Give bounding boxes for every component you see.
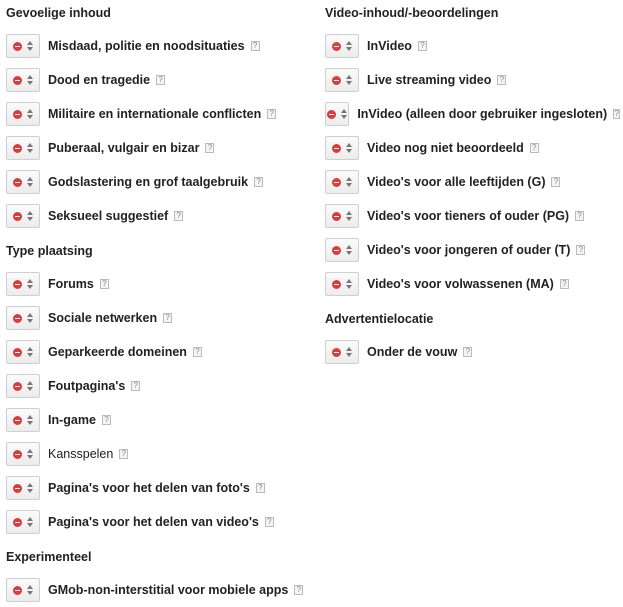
up-down-arrows-icon	[346, 143, 352, 153]
block-icon	[332, 212, 341, 221]
section-title-video-inhoud-beoordelingen: Video-inhoud/-beoordelingen	[325, 6, 499, 20]
help-icon[interactable]: ?	[163, 313, 172, 323]
section-title-type-plaatsing: Type plaatsing	[6, 244, 93, 258]
block-toggle-button[interactable]	[325, 102, 349, 126]
category-row-dood-en-tragedie	[6, 63, 316, 97]
block-toggle-button[interactable]	[6, 476, 40, 500]
up-down-arrows-icon	[27, 279, 33, 289]
block-toggle-button[interactable]	[325, 340, 359, 364]
category-row-godslastering-en-grof-taalgebruik	[6, 165, 316, 199]
block-icon	[332, 144, 341, 153]
help-icon[interactable]: ?	[205, 143, 214, 153]
block-icon	[13, 382, 22, 391]
category-row-foutpagina-s	[6, 369, 316, 403]
up-down-arrows-icon	[27, 109, 33, 119]
block-icon	[13, 42, 22, 51]
help-icon[interactable]: ?	[174, 211, 183, 221]
category-label: Geparkeerde domeinen	[48, 345, 187, 359]
help-icon[interactable]: ?	[265, 517, 274, 527]
section-title-advertentielocatie: Advertentielocatie	[325, 312, 434, 326]
block-icon	[13, 586, 22, 595]
category-row-live-streaming-video	[325, 63, 620, 97]
category-label: GMob-non-interstitial voor mobiele apps	[48, 583, 289, 597]
category-row-video-s-voor-volwassenen-ma	[325, 267, 620, 301]
block-toggle-button[interactable]	[6, 34, 40, 58]
help-icon[interactable]: ?	[551, 177, 560, 187]
block-icon	[13, 144, 22, 153]
category-row-video-nog-niet-beoordeeld	[325, 131, 620, 165]
block-toggle-button[interactable]	[6, 340, 40, 364]
category-row-video-s-voor-jongeren-of-ouder-t	[325, 233, 620, 267]
category-row-onder-de-vouw	[325, 335, 620, 369]
block-toggle-button[interactable]	[325, 68, 359, 92]
up-down-arrows-icon	[27, 177, 33, 187]
block-toggle-button[interactable]	[6, 68, 40, 92]
help-icon[interactable]: ?	[576, 245, 585, 255]
category-label: Godslastering en grof taalgebruik	[48, 175, 249, 189]
category-label: Dood en tragedie	[48, 73, 151, 87]
up-down-arrows-icon	[27, 449, 33, 459]
block-icon	[332, 246, 341, 255]
block-toggle-button[interactable]	[6, 510, 40, 534]
up-down-arrows-icon	[27, 75, 33, 85]
right-column	[325, 0, 620, 369]
block-icon	[327, 110, 336, 119]
up-down-arrows-icon	[346, 211, 352, 221]
block-icon	[13, 518, 22, 527]
block-icon	[332, 178, 341, 187]
up-down-arrows-icon	[27, 347, 33, 357]
help-icon[interactable]: ?	[560, 279, 569, 289]
block-toggle-button[interactable]	[325, 34, 359, 58]
block-toggle-button[interactable]	[6, 272, 40, 296]
up-down-arrows-icon	[346, 41, 352, 51]
block-icon	[332, 42, 341, 51]
section-title-gevoelige-inhoud: Gevoelige inhoud	[6, 6, 111, 20]
category-row-kansspelen	[6, 437, 316, 471]
help-icon[interactable]: ?	[131, 381, 140, 391]
category-row-forums	[6, 267, 316, 301]
up-down-arrows-icon	[346, 279, 352, 289]
category-label: Video's voor volwassenen (MA)	[367, 277, 554, 291]
help-icon[interactable]: ?	[254, 177, 263, 187]
block-toggle-button[interactable]	[6, 442, 40, 466]
up-down-arrows-icon	[341, 109, 347, 119]
category-row-gmob-non-interstitial-voor-mobiele-apps	[6, 573, 316, 607]
help-icon[interactable]: ?	[530, 143, 539, 153]
block-toggle-button[interactable]	[6, 306, 40, 330]
block-icon	[13, 110, 22, 119]
category-row-invideo-alleen-door-gebruiker-ingesloten	[325, 97, 620, 131]
block-toggle-button[interactable]	[6, 204, 40, 228]
block-icon	[13, 484, 22, 493]
help-icon[interactable]: ?	[100, 279, 109, 289]
block-toggle-button[interactable]	[6, 170, 40, 194]
block-toggle-button[interactable]	[325, 272, 359, 296]
block-icon	[13, 416, 22, 425]
block-toggle-button[interactable]	[325, 204, 359, 228]
category-label: Seksueel suggestief	[48, 209, 169, 223]
up-down-arrows-icon	[346, 75, 352, 85]
block-icon	[13, 178, 22, 187]
category-row-video-s-voor-alle-leeftijden-g	[325, 165, 620, 199]
category-label: Forums	[48, 277, 94, 291]
help-icon[interactable]: ?	[102, 415, 111, 425]
category-label: Video nog niet beoordeeld	[367, 141, 524, 155]
block-toggle-button[interactable]	[325, 170, 359, 194]
help-icon[interactable]: ?	[193, 347, 202, 357]
category-label: Kansspelen	[48, 447, 114, 461]
category-label: InVideo (alleen door gebruiker ingesloten)	[357, 107, 608, 121]
help-icon[interactable]: ?	[267, 109, 276, 119]
block-toggle-button[interactable]	[6, 578, 40, 602]
category-label: In-game	[48, 413, 96, 427]
help-icon[interactable]: ?	[463, 347, 472, 357]
help-icon[interactable]: ?	[575, 211, 584, 221]
help-icon[interactable]: ?	[294, 585, 303, 595]
category-label: Video's voor jongeren of ouder (T)	[367, 243, 571, 257]
category-label: Onder de vouw	[367, 345, 458, 359]
up-down-arrows-icon	[27, 143, 33, 153]
block-icon	[13, 280, 22, 289]
category-row-puberaal-vulgair-en-bizar	[6, 131, 316, 165]
up-down-arrows-icon	[346, 347, 352, 357]
category-row-sociale-netwerken	[6, 301, 316, 335]
block-toggle-button[interactable]	[6, 408, 40, 432]
category-row-seksueel-suggestief	[6, 199, 316, 233]
up-down-arrows-icon	[27, 381, 33, 391]
category-label: Pagina's voor het delen van video's	[48, 515, 259, 529]
up-down-arrows-icon	[27, 483, 33, 493]
category-label: Misdaad, politie en noodsituaties	[48, 39, 245, 53]
category-label: Video's voor alle leeftijden (G)	[367, 175, 546, 189]
up-down-arrows-icon	[27, 211, 33, 221]
category-label: Pagina's voor het delen van foto's	[48, 481, 250, 495]
left-column	[6, 0, 316, 607]
up-down-arrows-icon	[346, 177, 352, 187]
category-label: Video's voor tieners of ouder (PG)	[367, 209, 570, 223]
help-icon[interactable]: ?	[614, 109, 619, 118]
category-label: Militaire en internationale conflicten	[48, 107, 262, 121]
category-row-pagina-s-voor-het-delen-van-foto-s	[6, 471, 316, 505]
block-icon	[332, 76, 341, 85]
up-down-arrows-icon	[27, 313, 33, 323]
block-toggle-button[interactable]	[325, 238, 359, 262]
help-icon[interactable]: ?	[119, 449, 128, 459]
help-icon[interactable]: ?	[497, 75, 506, 85]
up-down-arrows-icon	[346, 245, 352, 255]
help-icon[interactable]: ?	[418, 41, 427, 51]
category-row-video-s-voor-tieners-of-ouder-pg	[325, 199, 620, 233]
category-row-misdaad-politie-en-noodsituaties	[6, 29, 316, 63]
block-icon	[13, 212, 22, 221]
category-label: Foutpagina's	[48, 379, 126, 393]
up-down-arrows-icon	[27, 415, 33, 425]
help-icon[interactable]: ?	[256, 483, 265, 493]
up-down-arrows-icon	[27, 517, 33, 527]
help-icon[interactable]: ?	[251, 41, 260, 51]
category-label: Live streaming video	[367, 73, 492, 87]
block-toggle-button[interactable]	[6, 374, 40, 398]
category-label: Puberaal, vulgair en bizar	[48, 141, 200, 155]
up-down-arrows-icon	[27, 41, 33, 51]
block-icon	[332, 348, 341, 357]
category-label: Sociale netwerken	[48, 311, 158, 325]
section-title-experimenteel: Experimenteel	[6, 550, 92, 564]
block-icon	[13, 450, 22, 459]
category-row-pagina-s-voor-het-delen-van-video-s	[6, 505, 316, 539]
block-toggle-button[interactable]	[6, 136, 40, 160]
category-label: InVideo	[367, 39, 412, 53]
block-icon	[13, 348, 22, 357]
category-row-militaire-en-internationale-conflicten	[6, 97, 316, 131]
block-icon	[13, 314, 22, 323]
category-row-geparkeerde-domeinen	[6, 335, 316, 369]
help-icon[interactable]: ?	[156, 75, 165, 85]
block-toggle-button[interactable]	[325, 136, 359, 160]
category-row-invideo	[325, 29, 620, 63]
block-icon	[332, 280, 341, 289]
block-toggle-button[interactable]	[6, 102, 40, 126]
block-icon	[13, 76, 22, 85]
category-row-in-game	[6, 403, 316, 437]
